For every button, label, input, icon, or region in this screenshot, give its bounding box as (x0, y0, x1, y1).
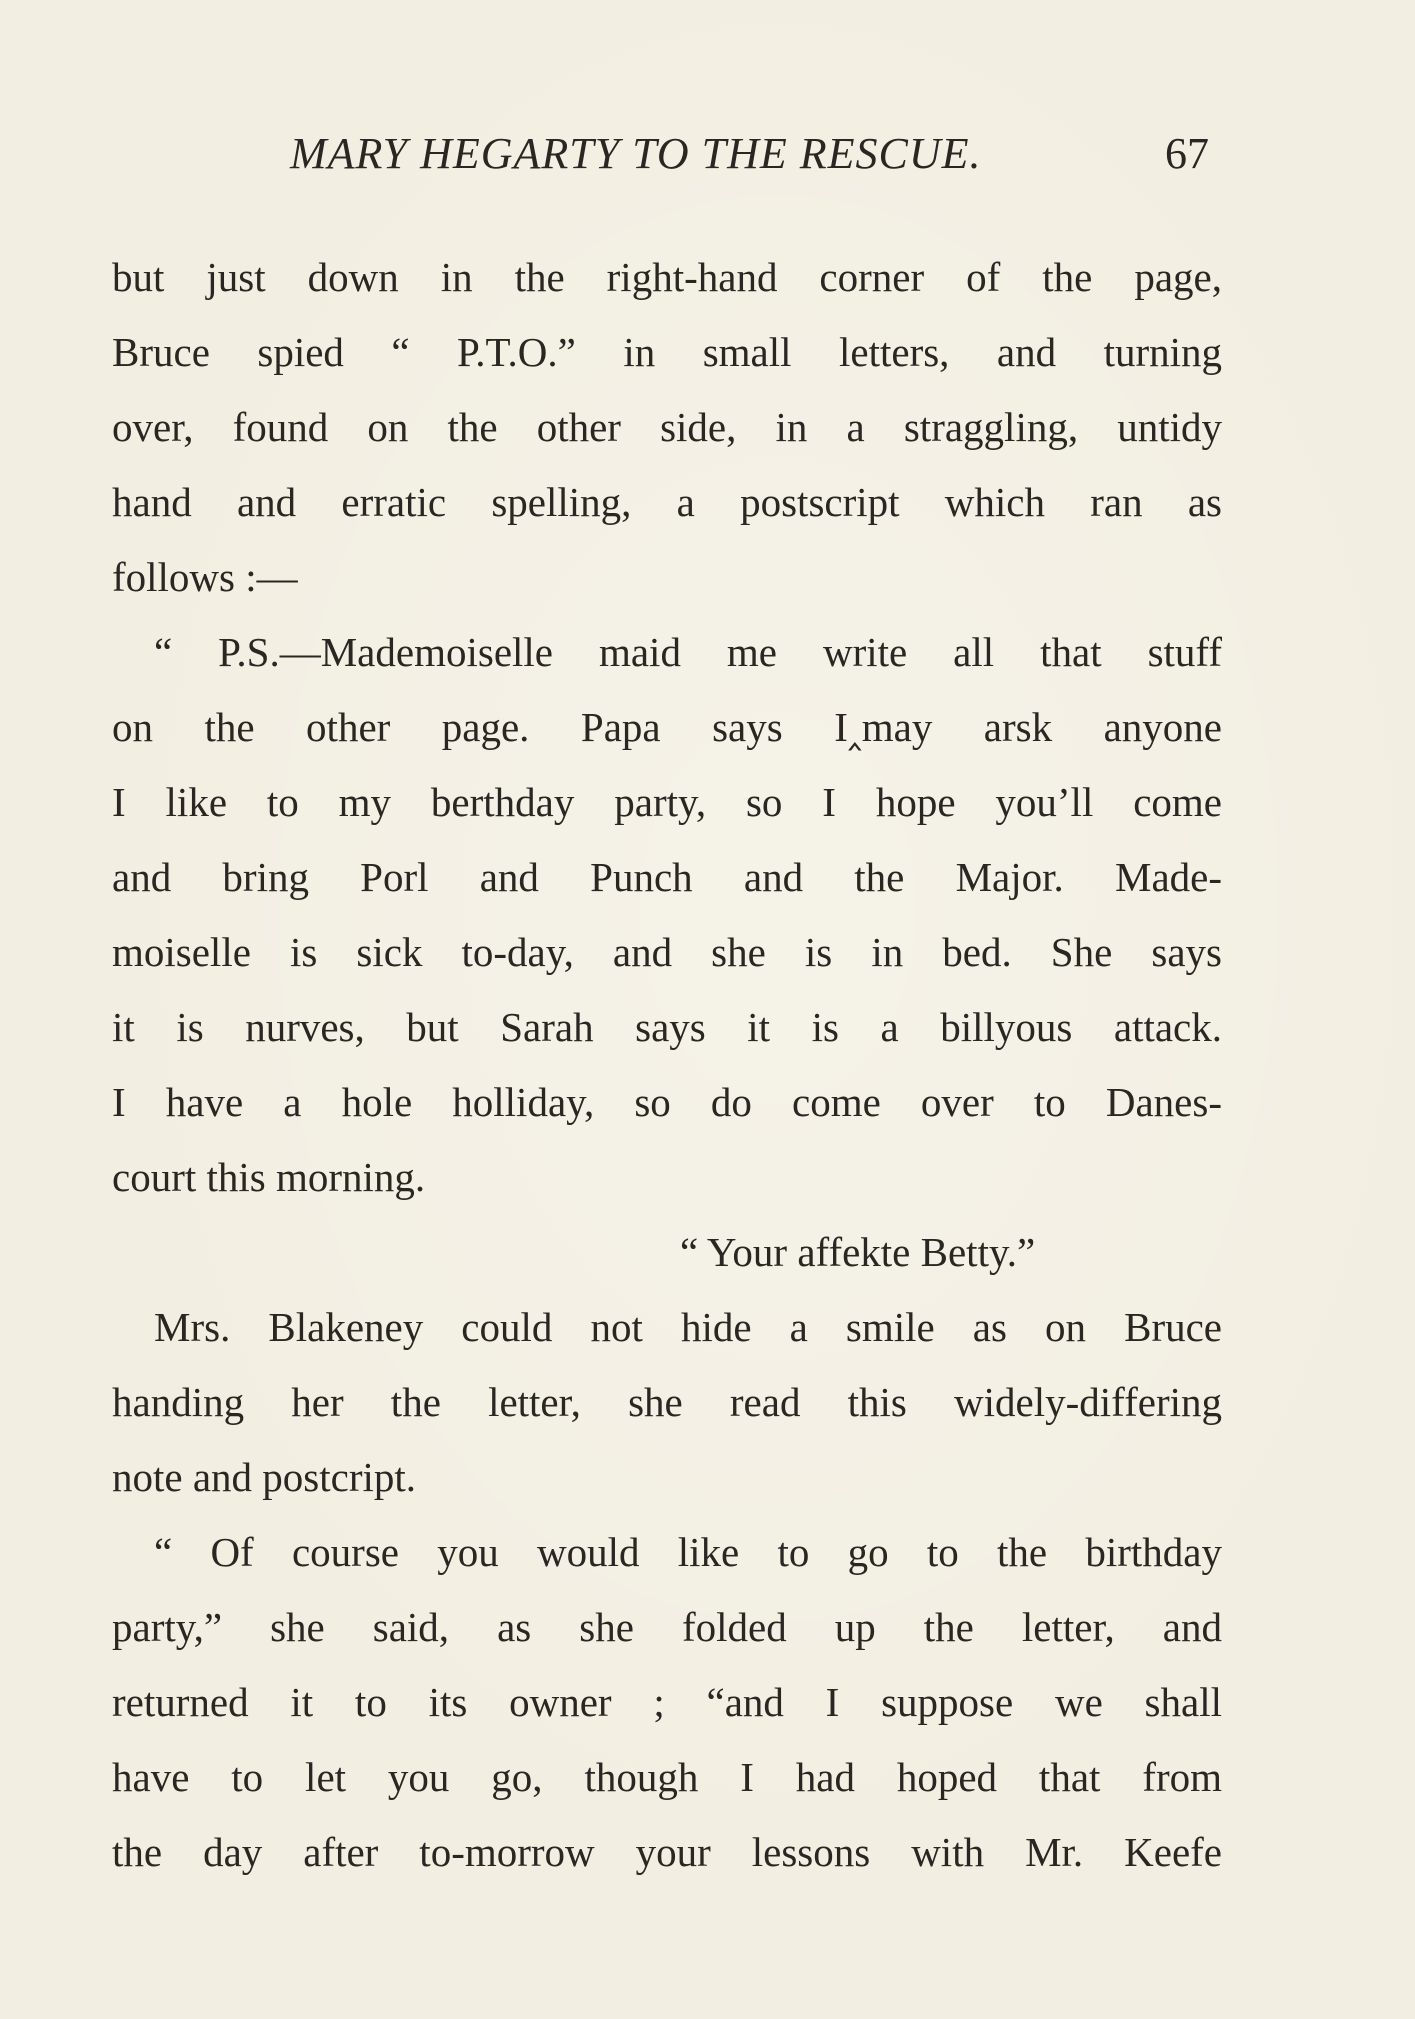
text-line: returned it to its owner ; “and I suppose we shall (112, 1679, 1222, 1725)
text-line: party,” she said, as she folded up the letter, and (112, 1604, 1222, 1650)
text-line: follows :— (112, 554, 298, 600)
body-text (112, 240, 1222, 1890)
text-line: and bring Porl and Punch and the Major. Made- (112, 854, 1222, 900)
text-line: the day after to-morrow your lessons with Mr. Keefe (112, 1829, 1222, 1875)
text-line: Bruce spied “ P.T.O.” in small letters, and turning (112, 329, 1222, 375)
running-title: MARY HEGARTY TO THE RESCUE. (290, 129, 982, 178)
text-line: hand and erratic spelling, a postscript which ran as (112, 479, 1222, 525)
text-line: I have a hole holliday, so do come over to Danes- (112, 1079, 1222, 1125)
text-line: it is nurves, but Sarah says it is a billyous attack. (112, 1004, 1222, 1050)
text-line: over, found on the other side, in a straggling, untidy (112, 404, 1222, 450)
page-header (0, 128, 1415, 188)
text-line: “ Of course you would like to go to the birthday (154, 1529, 1222, 1575)
text-line: on the other page. Papa says I‸may arsk anyone (112, 704, 1222, 750)
text-line: moiselle is sick to-day, and she is in bed. She says (112, 929, 1222, 975)
text-line: “ P.S.—Mademoiselle maid me write all that stuff (154, 629, 1222, 675)
text-line: but just down in the right-hand corner of the page, (112, 254, 1222, 300)
letter-signature: “ Your affekte Betty.” (680, 1229, 1036, 1275)
text-line: I like to my berthday party, so I hope you’ll come (112, 779, 1222, 825)
text-line: note and postcript. (112, 1454, 417, 1500)
text-line: have to let you go, though I had hoped that from (112, 1754, 1222, 1800)
page-number: 67 (1165, 129, 1209, 178)
text-line: handing her the letter, she read this widely-differing (112, 1379, 1222, 1425)
text-line: court this morning. (112, 1154, 426, 1200)
text-line: Mrs. Blakeney could not hide a smile as on Bruce (154, 1304, 1222, 1350)
